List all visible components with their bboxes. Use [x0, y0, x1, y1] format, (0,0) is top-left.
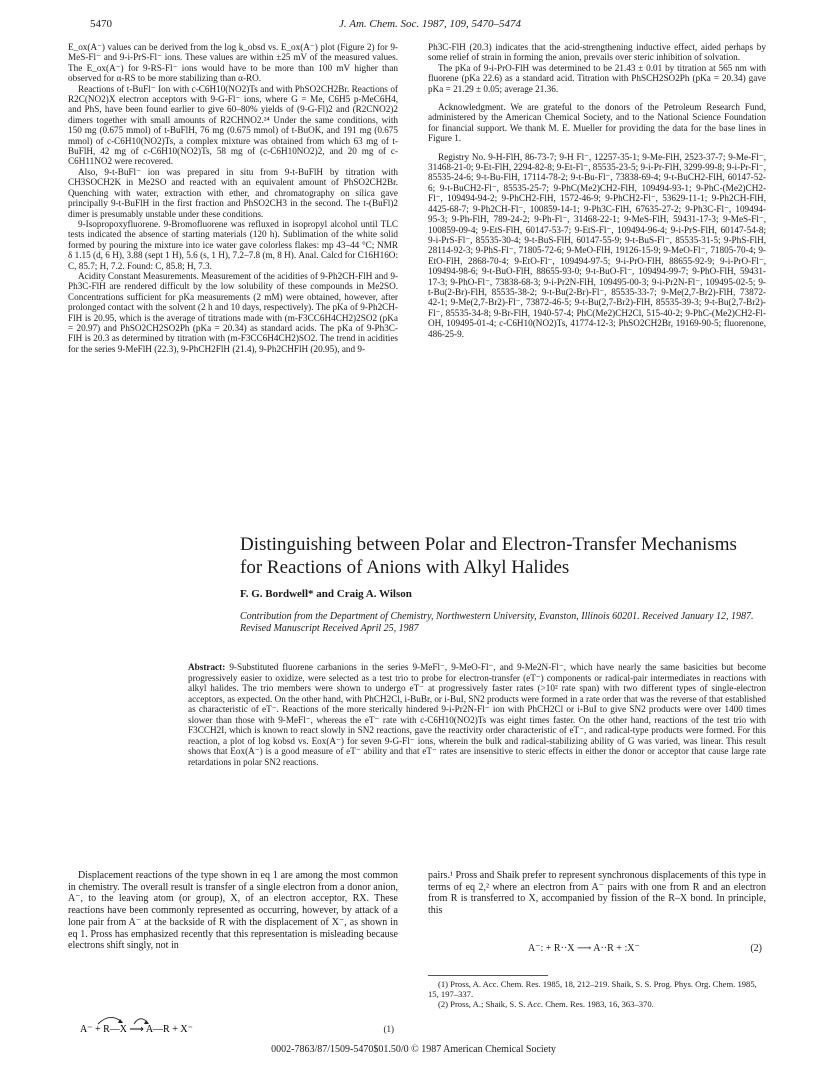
right-paragraph: Ph3C-FlH (20.3) indicates that the acid-strengthening inductive effect, aided perhaps by some relief of strain in forming the anion, prevails over steric inhibition of solvation.	[428, 42, 766, 63]
equation-1-label: (1)	[383, 1024, 394, 1034]
equation-1-arrows	[68, 1010, 328, 1036]
equation-1-text: A⁻ + R—X ⟶ A—R + X⁻	[80, 1024, 193, 1035]
footnote: (1) Pross, A. Acc. Chem. Res. 1985, 18, 212–219. Shaik, S. S. Prog. Phys. Org. Chem. 1985, 15, 197–337.	[428, 979, 757, 999]
page-number: 5470	[90, 18, 112, 30]
left-paragraph: 9-Isopropoxyfluorene. 9-Bromofluorene was refluxed in isopropyl alcohol until TLC tests indicated the absence of starting materials (120 h). Sublimation of the white solid formed by pouring the mixture into ice water gave colorless flakes: mp 43–44 °C; NMR δ 1.15 (d, 6 H), 3.88 (sept 1 H), 5.6 (s, 1 H), 7.2–7.8 (m, 8 H). Anal. Calcd for C16H16O: C, 85.7; H, 7.2. Found: C, 85.8; H, 7.3.	[68, 218, 398, 271]
footnote: (2) Pross, A.; Shaik, S. S. Acc. Chem. Res. 1983, 16, 363–370.	[438, 998, 654, 1009]
abstract-text: 9-Substituted fluorene carbanions in the series 9-MeFl⁻, 9-MeO-Fl⁻, and 9-Me2N-Fl⁻, which have nearly the same basicities but become progressively easier to oxidize, were selected as a test trio to probe for electron-transfer (eT⁻) components or radical-pair intermediates in reactions with alkyl halides. The trio members were shown to undergo eT⁻ at progressively faster rates (>10² rate span) with two different types of single-electron acceptors, as expected. On the other hand, with PhCH2Cl, i-BuBr, or i-BuI, SN2 products were formed in a rate order that was the reverse of that established as characteristic of eT⁻. Reactions of the more sterically hindered 9-i-Pr2N-Fl⁻ ion with PhCH2Cl or i-BuI to give SN2 products were over 1400 times slower than those with 9-MeFl⁻, whereas the eT⁻ rate with c-C6H10(NO2)Ts was eight times faster. On the other hand, reactions of the test trio with F3CCH2I, which is known to react slowly in SN2 reactions, gave the reactivity order characteristic of eT⁻, and radical-type products were formed. For this reaction, a plot of log kobsd vs. Eox(A⁻) for seven 9-G-Fl⁻ ions, wherein the bulk and radical-stabilizing ability of G was varied, was linear. This result shows that Eox(A⁻) is a good measure of eT⁻ ability and that eT⁻ rates are insensitive to steric effects in either the donor or acceptor that cause large rate retardations in polar SN2 reactions.	[188, 662, 767, 767]
left-column	[68, 42, 398, 354]
equation-2-label: (2)	[750, 943, 762, 954]
page-footer: 0002-7863/87/1509-5470$01.50/0 © 1987 American Chemical Society	[271, 1044, 556, 1055]
registry-numbers: Registry No. 9-H-FlH, 86-73-7; 9-H Fl⁻, 12257-35-1; 9-Me-FlH, 2523-37-7; 9-Me-Fl⁻, 31468-21-0; 9-Et-FlH, 2294-82-8; 9-Et-Fl⁻, 85535-23-5; 9-i-Pr-FlH, 3299-99-8; 9-i-Pr-Fl⁻, 85535-24-6; 9-t-Bu-FlH, 17114-78-2; 9-t-Bu-Fl⁻, 73838-69-4; 9-t-BuCH2-FlH, 60147-52-6; 9-t-BuCH2-Fl⁻, 85535-25-7; 9-PhC(Me2)CH2-FlH, 109494-93-1; 9-PhC-(Me2)CH2-Fl⁻, 109494-94-2; 9-PhCH2-FlH, 1572-46-9; 9-PhCH2-Fl⁻, 53629-11-1; 9-Ph2CH-FlH, 4425-68-7; 9-Ph2CH-Fl⁻, 100859-14-1; 9-Ph3C-FlH, 67635-27-2; 9-Ph3C-Fl⁻, 109494-95-3; 9-Ph-FlH, 789-24-2; 9-Ph-Fl⁻, 31468-22-1; 9-MeS-FlH, 59431-17-3; 9-MeS-Fl⁻, 100859-09-4; 9-EtS-FlH, 60147-53-7; 9-EtS-Fl⁻, 109494-96-4; 9-i-PrS-FlH, 60147-54-8; 9-i-PrS-Fl⁻, 85535-30-4; 9-t-BuS-FlH, 60147-55-9; 9-t-BuS-Fl⁻, 85535-31-5; 9-PhS-FlH, 28114-92-3; 9-PhS-Fl⁻, 71805-72-6; 9-MeO-FlH, 19126-15-9; 9-MeO-Fl⁻, 71805-70-4; 9-EtO-FlH, 2868-70-4; 9-EtO-Fl⁻, 109494-97-5; 9-i-PrO-FlH, 88655-92-9; 9-i-PrO-Fl⁻, 109494-98-6; 9-t-BuO-FlH, 88655-93-0; 9-t-BuO-Fl⁻, 109494-99-7; 9-PhO-FlH, 59431-17-3; 9-PhO-Fl⁻, 73838-68-3; 9-i-Pr2N-FlH, 109495-00-3; 9-i-Pr2N-Fl⁻, 109495-02-5; 9-t-Bu(2-Br)-FlH, 85535-38-2; 9-t-Bu(2-Br)-Fl⁻, 85535-33-7; 9-Me(2,7-Br2)-FlH, 73872-42-1; 9-Me(2,7-Br2)-Fl⁻, 73872-46-5; 9-t-Bu(2,7-Br2)-FlH, 85535-39-3; 9-t-Bu(2,7-Br2)-Fl⁻, 85535-34-8; 9-Br-FlH, 1940-57-4; PhC(Me2)CH2Cl, 515-40-2; 9-PhC-(Me2)CH2-Fl-OH, 109495-01-4; c-C6H10(NO2)Ts, 41774-12-3; PhSO2CH2Br, 19169-90-5; fluorenone, 486-25-9.	[428, 151, 766, 339]
left-paragraph: E_ox(A⁻) values can be derived from the log k_obsd vs. E_ox(A⁻) plot (Figure 2) for 9-MeS-Fl⁻ and 9-i-PrS-Fl⁻ ions. These values are within ±25 mV of the measured values. The E_ox(A⁻) for 9-RS-Fl⁻ ions would have to be more than 100 mV higher than observed for α-RS to be more stabilizing than α-RO.	[68, 42, 398, 84]
equation-1	[68, 1010, 398, 1036]
body-right-column	[428, 870, 766, 917]
body-paragraph: Displacement reactions of the type shown in eq 1 are among the most common in chemistry. The overall result is transfer of a single electron from a donor anion, A⁻, to the leaving atom (or group), X, of an electron acceptor, RX. These reactions have been commonly represented as occurring, however, by attack of a lone pair from A⁻ at the backside of R with the displacement of X⁻, as shown in eq 1. Pross has emphasized recently that this representation is misleading because electrons shift singly, not in	[68, 870, 398, 952]
body-left-column	[68, 870, 398, 952]
body-paragraph: pairs.¹ Pross and Shaik prefer to represent synchronous displacements of this type in terms of eq 2,² where an electron from A⁻ pairs with one from R and an electron from R is transferred to X, accompanied by fission of the R–X bond. In principle, this	[428, 870, 766, 917]
running-header	[90, 18, 770, 32]
footnotes	[428, 980, 766, 1009]
left-paragraph: Reactions of t-BuFl⁻ Ion with c-C6H10(NO2)Ts and with PhSO2CH2Br. Reactions of R2C(NO2)X electron acceptors with 9-G-Fl⁻ ions, where G = Me, C6H5 p-MeC6H4, and PhS, have been found earlier to give 60–80% yields of (9-G-Fl)2 and (R2CNO2)2 dimers together with small amounts of R2CHNO2.²⁴ Under the same conditions, with 150 mg (0.675 mmol) of t-BuFlH, 76 mg (0.675 mmol) of t-BuOK, and 191 mg (0.675 mmol) of c-C6H10(NO2)Ts, a complex mixture was obtained from which 63 mg of t-BuFlH, 42 mg of c-C6H10(NO2)Ts, 58 mg of (c-C6H10NO2)2, and 20 mg of c-C6H11NO2 were recovered.	[68, 83, 398, 167]
article-affiliation: Contribution from the Department of Chemistry, Northwestern University, Evanston, Illinois 60201. Received January 12, 1987. Revised Manuscript Received April 25, 1987	[240, 611, 754, 634]
equation-2	[428, 943, 766, 957]
journal-citation: J. Am. Chem. Soc. 1987, 109, 5470–5474	[339, 18, 521, 30]
abstract	[188, 662, 766, 767]
footnote-divider	[428, 975, 548, 976]
abstract-label: Abstract:	[188, 662, 226, 672]
right-column	[428, 42, 766, 339]
article-title: Distinguishing between Polar and Electron-Transfer Mechanisms for Reactions of Anions with Alkyl Halides	[240, 534, 737, 578]
left-paragraph: Acidity Constant Measurements. Measurement of the acidities of 9-Ph2CH-FlH and 9-Ph3C-FlH are rendered difficult by the low solubility of these compounds in Me2SO. Concentrations sufficient for pKa measurements (2 mM) were obtained, however, after prolonged contact with the solvent (2 h and 10 days, respectively). The pKa of 9-Ph2CH-FlH is 20.95, which is the average of titrations made with (m-F3CC6H4CH2)2SO2 (pKa = 20.97) and PhSO2CH2SO2Ph (pKa = 20.34) as standard acids. The pKa of 9-Ph3C-FlH is 20.3 as determined by titration with (m-F3CC6H4CH2)SO2. The trend in acidities for the series 9-MeFlH (22.3), 9-PhCH2FlH (21.4), 9-Ph2CHFlH (20.95), and 9-	[68, 270, 398, 354]
equation-2-text: A⁻: + R··X ⟶ A··R + :X⁻	[528, 943, 640, 954]
left-paragraph: Also, 9-t-BuFl⁻ ion was prepared in situ from 9-t-BuFlH by titration with CH3SOCH2K in Me2SO and reacted with an equivalent amount of PhSO2CH2Br. Quenching with water, extraction with ether, and chromatography on silica gave principally 9-t-BuFlH in the first fraction and PhSO2CH3 in the second. The t-(BuFl)2 dimer is presumably unstable under these conditions.	[68, 166, 398, 219]
right-paragraph: The pKa of 9-i-PrO-FlH was determined to be 21.43 ± 0.01 by titration at 565 nm with fluorene (pKa 22.6) as a standard acid. Titration with PhSCH2SO2Ph (pKa = 20.34) gave pKa = 21.29 ± 0.05; average 21.36.	[428, 62, 766, 94]
article-authors: F. G. Bordwell* and Craig A. Wilson	[240, 588, 412, 600]
acknowledgment: Acknowledgment. We are grateful to the donors of the Petroleum Research Fund, administered by the American Chemical Society, and to the National Science Foundation for financial support. We thank M. E. Mueller for providing the data for the base lines in Figure 1.	[428, 102, 766, 144]
